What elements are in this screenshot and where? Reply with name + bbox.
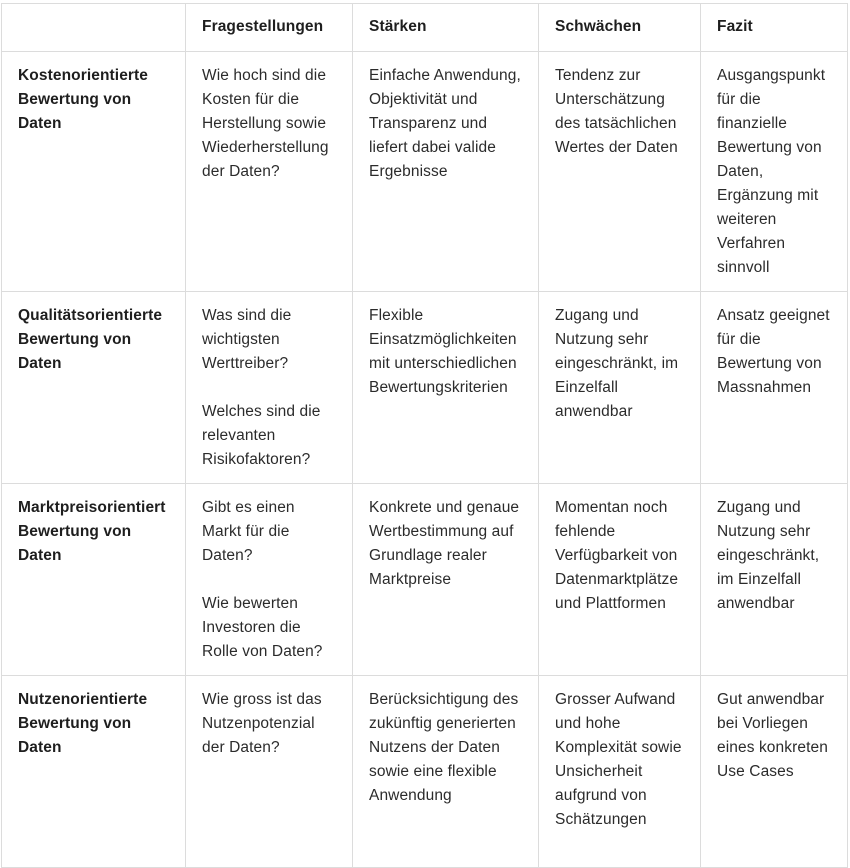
cell-fragestellungen xyxy=(186,52,353,292)
table-row xyxy=(2,52,848,292)
row-label: Kostenorientierte Bewertung von Daten xyxy=(2,52,186,292)
cell-fazit: Zugang und Nutzung sehr eingeschränkt, im Einzelfall anwendbar xyxy=(701,484,848,676)
question-text: Gibt es einen Markt für die Daten? xyxy=(202,499,295,564)
header-staerken: Stärken xyxy=(353,4,539,52)
cell-schwaechen: Zugang und Nutzung sehr eingeschränkt, im Einzelfall anwendbar xyxy=(539,292,701,484)
row-label: Qualitätsorientierte Bewertung von Daten xyxy=(2,292,186,484)
header-row xyxy=(2,4,848,52)
cell-fazit: Gut anwendbar bei Vorliegen eines konkreten Use Cases xyxy=(701,676,848,868)
cell-fragestellungen xyxy=(186,676,353,868)
question-text: Wie gross ist das Nutzenpotenzial der Daten? xyxy=(202,691,322,756)
header-empty xyxy=(2,4,186,52)
comparison-table xyxy=(1,3,848,868)
question-text: Welches sind die relevanten Risikofaktoren? xyxy=(202,403,321,468)
cell-schwaechen: Momentan noch fehlende Verfügbarkeit von Datenmarktplätze und Plattformen xyxy=(539,484,701,676)
cell-fazit: Ansatz geeignet für die Bewertung von Massnahmen xyxy=(701,292,848,484)
row-label: Nutzenorientierte Bewertung von Daten xyxy=(2,676,186,868)
question-text: Wie hoch sind die Kosten für die Herstellung sowie Wiederherstellung der Daten? xyxy=(202,67,329,180)
cell-staerken: Einfache Anwendung, Objektivität und Transparenz und liefert dabei valide Ergebnisse xyxy=(353,52,539,292)
cell-staerken: Flexible Einsatzmöglichkeiten mit unterschiedlichen Bewertungskriterien xyxy=(353,292,539,484)
header-fazit: Fazit xyxy=(701,4,848,52)
question-text: Wie bewerten Investoren die Rolle von Daten? xyxy=(202,595,323,660)
cell-fazit: Ausgangspunkt für die finanzielle Bewertung von Daten, Ergänzung mit weiteren Verfahren sinnvoll xyxy=(701,52,848,292)
row-label: Marktpreisorientiert Bewertung von Daten xyxy=(2,484,186,676)
header-schwaechen: Schwächen xyxy=(539,4,701,52)
table-row xyxy=(2,484,848,676)
cell-fragestellungen xyxy=(186,292,353,484)
header-fragestellungen: Fragestellungen xyxy=(186,4,353,52)
cell-fragestellungen xyxy=(186,484,353,676)
table-row xyxy=(2,292,848,484)
cell-staerken: Berücksichtigung des zukünftig generierten Nutzens der Daten sowie eine flexible Anwendung xyxy=(353,676,539,868)
cell-schwaechen: Grosser Aufwand und hohe Komplexität sowie Unsicherheit aufgrund von Schätzungen xyxy=(539,676,701,868)
cell-schwaechen: Tendenz zur Unterschätzung des tatsächlichen Wertes der Daten xyxy=(539,52,701,292)
cell-staerken: Konkrete und genaue Wertbestimmung auf Grundlage realer Marktpreise xyxy=(353,484,539,676)
table-row xyxy=(2,676,848,868)
question-text: Was sind die wichtigsten Werttreiber? xyxy=(202,307,292,372)
